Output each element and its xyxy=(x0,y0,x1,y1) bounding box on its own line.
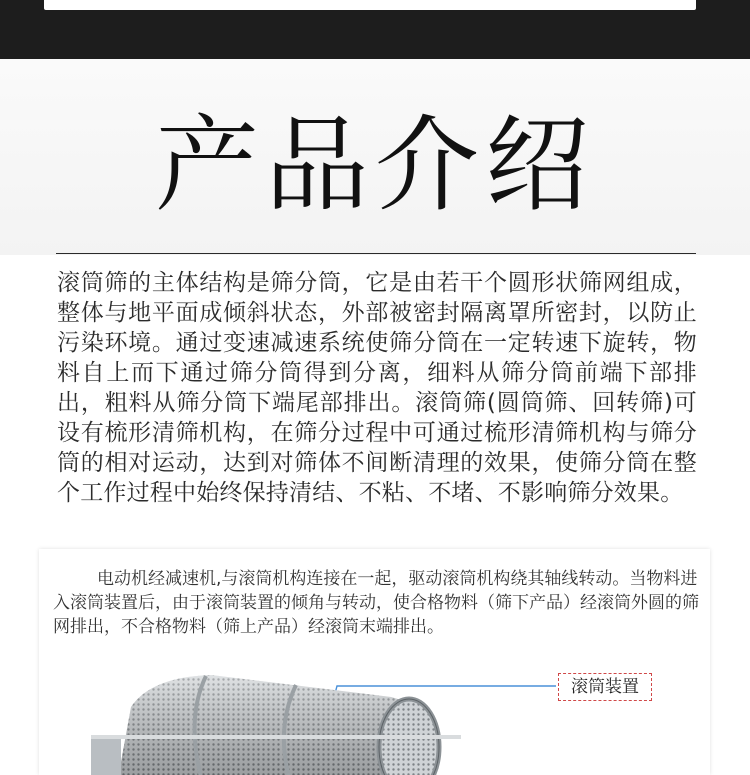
top-dark-band xyxy=(0,0,750,59)
product-description: 滚筒筛的主体结构是筛分筒，它是由若干个圆形状筛网组成，整体与地平面成倾斜状态，外部被密封隔离罩所密封，以防止污染环境。通过变速减速系统使筛分筒在一定转速下旋转，物料自上而下通过筛分筒得到分离，细料从筛分筒前端下部排出，粗料从筛分筒下端尾部排出。滚筒筛(圆筒筛、回转筛)可设有梳形清筛机构，在筛分过程中可通过梳形清筛机构与筛分筒的相对运动，达到对筛体不间断清理的效果，使筛分筒在整个工作过程中始终保持清结、不粘、不堵、不影响筛分效果。 xyxy=(57,270,697,506)
drum-device-label: 滚筒装置 xyxy=(558,673,652,701)
diagram-caption: 电动机经减速机,与滚筒机构连接在一起，驱动滚筒机构绕其轴线转动。当物料进入滚筒装置后，由于滚筒装置的倾角与转动，使合格物料（筛下产品）经滚筒外圆的筛网排出，不合格物料（筛上产品）经滚筒末端排出。 xyxy=(53,569,699,637)
previous-section-strip xyxy=(44,0,696,10)
section-title: 产品介绍 xyxy=(154,104,595,226)
rotary-drum-illustration xyxy=(91,667,461,775)
drum-screen-diagram xyxy=(39,549,710,775)
title-divider xyxy=(56,253,696,254)
